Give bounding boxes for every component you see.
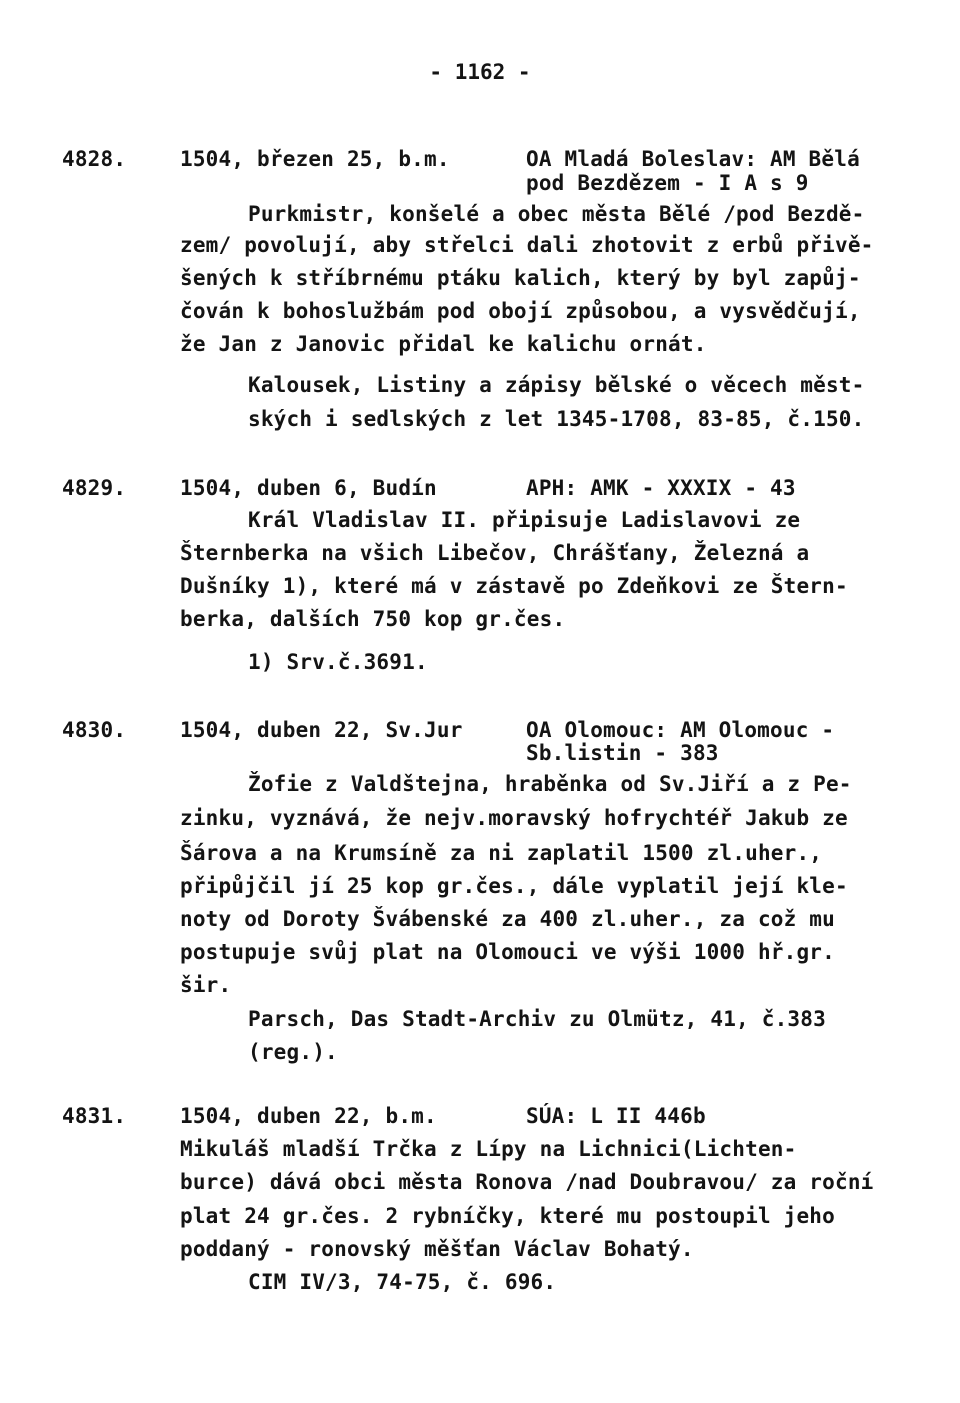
entry-number: 4828.: [62, 147, 127, 171]
source-note: Parsch, Das Stadt-Archiv zu Olmütz, 41, č.383: [248, 1007, 826, 1031]
entry-date: 1504, duben 22, b.m.: [180, 1104, 437, 1128]
page-number: - 1162 -: [429, 60, 531, 84]
body-line: zinku, vyznává, že nejv.moravský hofrychtéř Jakub ze: [180, 806, 848, 830]
body-line: Mikuláš mladší Trčka z Lípy na Lichnici(Lichten-: [180, 1137, 797, 1161]
body-line: šených k stříbrnému ptáku kalich, který by byl zapůj-: [180, 266, 861, 290]
body-line: poddaný - ronovský měšťan Václav Bohatý.: [180, 1237, 694, 1261]
body-line: burce) dává obci města Ronova /nad Doubravou/ za roční: [180, 1170, 874, 1194]
footnote: 1) Srv.č.3691.: [248, 650, 428, 674]
archive-reference: OA Olomouc: AM Olomouc -: [526, 718, 835, 742]
body-line: připůjčil jí 25 kop gr.čes., dále vyplatil její kle-: [180, 874, 848, 898]
archive-reference: pod Bezdězem - I A s 9: [526, 171, 809, 195]
archive-reference: OA Mladá Boleslav: AM Bělá: [526, 147, 860, 171]
body-line: noty od Doroty Švábenské za 400 zl.uher., za což mu: [180, 907, 835, 931]
body-line: Žofie z Valdštejna, hraběnka od Sv.Jiří a z Pe-: [248, 772, 852, 796]
body-line: berka, dalších 750 kop gr.čes.: [180, 607, 566, 631]
entry-number: 4829.: [62, 476, 127, 500]
body-line: že Jan z Janovic přidal ke kalichu ornát.: [180, 332, 707, 356]
body-line: Král Vladislav II. připisuje Ladislavovi ze: [248, 508, 801, 532]
archive-reference: Sb.listin - 383: [526, 741, 719, 765]
entry-number: 4831.: [62, 1104, 127, 1128]
body-line: plat 24 gr.čes. 2 rybníčky, které mu postoupil jeho: [180, 1204, 835, 1228]
body-line: šir.: [180, 973, 232, 997]
body-line: Purkmistr, konšelé a obec města Bělé /pod Bezdě-: [248, 202, 865, 226]
entry-number: 4830.: [62, 718, 127, 742]
source-note: CIM IV/3, 74-75, č. 696.: [248, 1270, 557, 1294]
source-note: Kalousek, Listiny a zápisy bělské o věcech měst-: [248, 373, 865, 397]
archive-reference: APH: AMK - XXXIX - 43: [526, 476, 796, 500]
body-line: postupuje svůj plat na Olomouci ve výši 1000 hř.gr.: [180, 940, 835, 964]
source-note: (reg.).: [248, 1040, 338, 1064]
body-line: čován k bohoslužbám pod obojí způsobou, a vysvědčují,: [180, 299, 861, 323]
entry-date: 1504, duben 22, Sv.Jur: [180, 718, 463, 742]
entry-date: 1504, duben 6, Budín: [180, 476, 437, 500]
archive-reference: SÚA: L II 446b: [526, 1104, 706, 1128]
source-note: ských i sedlských z let 1345-1708, 83-85, č.150.: [248, 407, 865, 431]
body-line: Šárova a na Krumsíně za ni zaplatil 1500 zl.uher.,: [180, 841, 823, 865]
body-line: Šternberka na všich Libečov, Chrášťany, Železná a: [180, 541, 810, 565]
body-line: zem/ povolují, aby střelci dali zhotovit z erbů přivě-: [180, 233, 874, 257]
body-line: Dušníky 1), které má v zástavě po Zdeňkovi ze Štern-: [180, 574, 848, 598]
entry-date: 1504, březen 25, b.m.: [180, 147, 450, 171]
